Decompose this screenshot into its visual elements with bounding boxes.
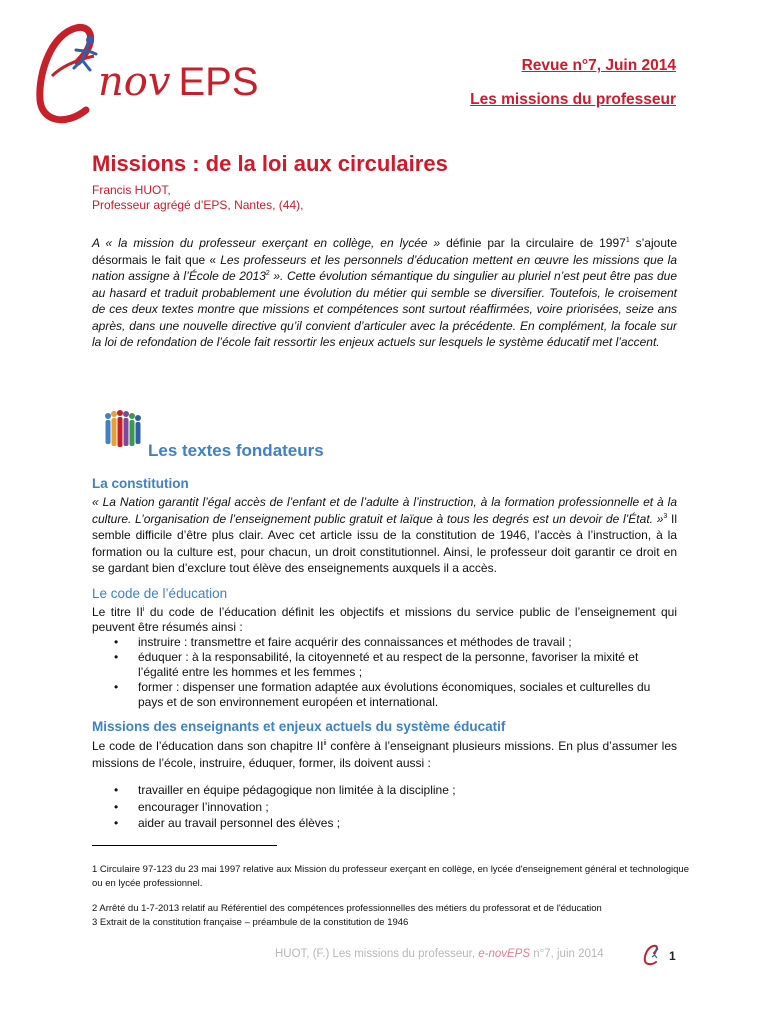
list-item: • former : dispenser une formation adaptée aux évolutions économiques, sociales et culturelles du pays et de son environnement européen et international. <box>92 680 677 710</box>
endnote-ref-i[interactable]: i <box>142 606 145 613</box>
footnote-2: 2 Arrêté du 1-7-2013 relatif au Référentiel des compétences professionnelles des métiers du professorat et de l'éducation <box>92 903 602 914</box>
intro-p3: s’ajoute désormais le fait que « <box>92 236 677 267</box>
list-item: • encourager l’innovation ; <box>92 799 677 816</box>
people-group-icon <box>103 408 143 458</box>
logo-nov: nov <box>98 59 171 105</box>
code-heading: Le code de l’éducation <box>92 586 228 601</box>
intro-q3: ». Cette évolution sémantique du singulier au pluriel n’est peut être pas due au hasard et traduit probablement une évolution du métier qui semble se diversifier. Toutefois, le croisement de ces deux textes montre que missions et compétences sont surtout réaffirmées, voire priorisées, seize ans après, dans une nouvelle directive qu’il convient d’articuler avec la précédente. En complément, la focale sur la loi de refondation de l’école fait ressortir les enjeux actuels sur lesquels le système éducatif met l’accent. <box>92 269 677 349</box>
missions-intro-a: Le code de l’éducation dans son chapitre II <box>92 739 324 753</box>
constitution-paragraph <box>92 494 677 577</box>
enov-mini-logo-icon <box>641 944 663 966</box>
issue-link[interactable]: Revue n°7, Juin 2014 <box>521 57 676 74</box>
page-number: 1 <box>669 949 676 963</box>
missions-heading: Missions des enseignants et enjeux actuels du système éducatif <box>92 719 506 734</box>
article-title: Missions : de la loi aux circulaires <box>92 151 448 176</box>
intro-q2: Les professeurs et les personnels d’éducation mettent en œuvre les missions que la nation assigne à l’École de 2013 <box>92 252 677 283</box>
author-name: Francis HUOT, <box>92 183 171 197</box>
author-block <box>92 183 303 213</box>
footnote-ref-2[interactable]: 2 <box>265 270 270 277</box>
page-footer <box>275 948 604 960</box>
footer-citation: HUOT, (F.) Les missions du professeur, <box>275 948 479 960</box>
topic-link[interactable]: Les missions du professeur <box>470 91 676 108</box>
footer-issue: n°7, juin 2014 <box>530 948 604 960</box>
footnote-divider <box>92 845 277 846</box>
intro-p1: A « <box>92 236 119 250</box>
code-intro <box>92 605 677 635</box>
list-item: • éduquer : à la responsabilité, la citoyenneté et au respect de la personne, favoriser la mixité et l’égalité entre les hommes et les femmes ; <box>92 650 677 680</box>
intro-q1: la mission du professeur exerçant en collège, en lycée » <box>118 236 441 250</box>
footnote-ref-1[interactable]: 1 <box>625 237 630 244</box>
footnote-3: 3 Extrait de la constitution française – préambule de la constitution de 1946 <box>92 917 409 928</box>
missions-intro-b: confère à l’enseignant plusieurs missions. En plus d’assumer les missions de l’école, instruire, éduquer, former, ils doivent aussi : <box>92 739 677 770</box>
endnote-ref-ii[interactable]: ii <box>323 740 327 747</box>
list-item: • travailler en équipe pédagogique non limitée à la discipline ; <box>92 782 677 799</box>
constitution-text: Il semble difficile d’être plus clair. Avec cet article issu de la constitution de 1946, l’accès à l’instruction, à la formation ou la culture est, pour chacun, un droit constitutionnel. Ainsi, le professeur doit garantir ce droit en se gardant bien d’exclure tout élève des enseignements auxquels il a accès. <box>92 511 677 575</box>
author-title: Professeur agrégé d’EPS, Nantes, (44), <box>92 198 304 212</box>
constitution-heading: La constitution <box>92 476 189 491</box>
intro-p2: définie par la circulaire de 1997 <box>440 236 626 250</box>
code-intro-b: du code de l’éducation définit les objectifs et missions du service public de l’enseignement qui peuvent être résumés ainsi : <box>92 605 677 634</box>
missions-list <box>92 782 677 832</box>
section-heading: Les textes fondateurs <box>148 441 324 460</box>
footer-journal: e-novEPS <box>478 948 531 960</box>
missions-intro <box>92 738 677 771</box>
list-item: • instruire : transmettre et faire acquérir des connaissances et méthodes de travail ; <box>92 635 677 650</box>
code-intro-a: Le titre II <box>92 605 143 619</box>
enov-logo-wordmark <box>98 59 259 105</box>
footnote-1: 1 Circulaire 97-123 du 23 mai 1997 relative aux Mission du professeur exerçant en collège, en lycée d'enseignement général et technologique ou en lycée professionnel. <box>92 864 689 889</box>
list-item: • aider au travail personnel des élèves ; <box>92 815 677 832</box>
intro-paragraph <box>92 235 677 351</box>
code-missions-list <box>92 635 677 710</box>
logo-eps: EPS <box>178 60 259 104</box>
constitution-quote: « La Nation garantit l’égal accès de l’enfant et de l’adulte à l’instruction, à la formation professionnelle et à la culture. L’organisation de l’enseignement public gratuit et laïque à tous les degrés est un devoir de l’État. » <box>92 495 677 526</box>
footnote-ref-3[interactable]: 3 <box>663 512 668 520</box>
